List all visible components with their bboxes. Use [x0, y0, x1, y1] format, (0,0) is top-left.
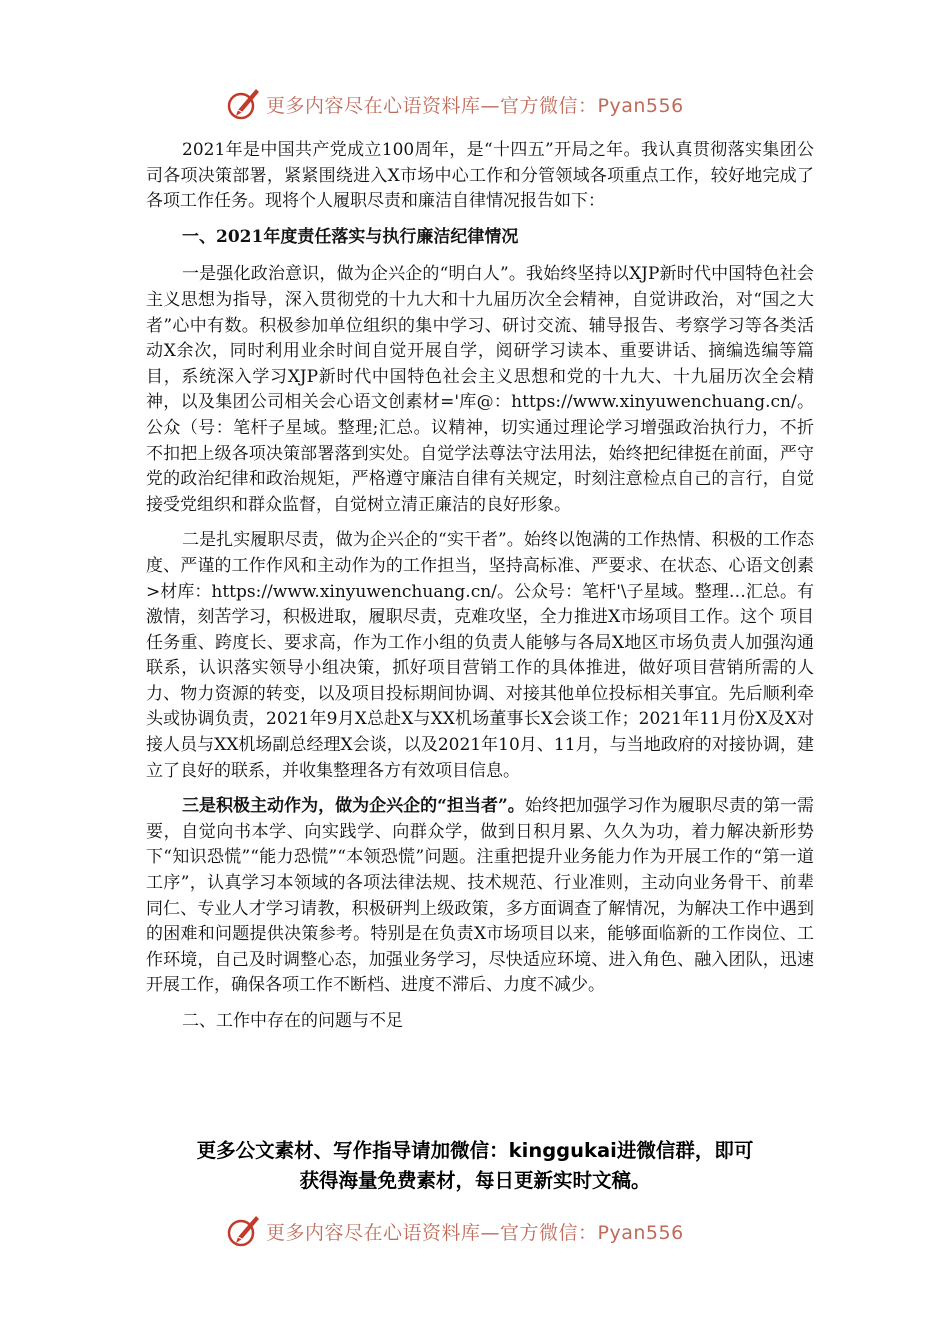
section-1-paragraph-3: [146, 794, 814, 999]
section-1-paragraph-2: 二是扎实履职尽责，做为企兴企的“实干者”。始终以饱满的工作热情、积极的工作态度、严谨的工作作风和主动作为的工作担当，坚持高标准、严要求、在状态、心语文创素>材库：https://www.xinyuwenchuang.cn/。公众号：笔杆'\子星域。整理…汇总。有激情，刻苦学习，积极进取，履职尽责，克难攻坚，全力推进X市场项目工作。这个 项目任务重、跨度长、要求高，作为工作小组的负责人能够与各局X地区市场负责人加强沟通联系，认识落实领导小组决策，抓好项目营销工作的具体推进，做好项目营销所需的人力、物力资源的转变，以及项目投标期间协调、对接其他单位投标相关事宜。先后顺利牵头或协调负责，2021年9月X总赴X与XX机场董事长X会谈工作；2021年11月份X及X对接人员与XX机场副总经理X会谈，以及2021年10月、11月，与当地政府的对接协调，建立了良好的联系，并收集整理各方有效项目信息。: [146, 530, 814, 781]
banner-text: 更多内容尽在心语资料库—官方微信：Pyan556: [266, 1221, 684, 1244]
document-body: [146, 138, 814, 1047]
footer-banner: [226, 1211, 746, 1251]
header-banner: [226, 84, 746, 124]
promo-callout: [130, 1136, 820, 1196]
quill-logo-icon: [226, 86, 262, 122]
promo-line-1: 更多公文素材、写作指导请加微信：kinggukai进微信群，即可: [196, 1139, 754, 1162]
quill-logo-icon: [226, 1213, 262, 1249]
intro-paragraph: 2021年是中国共产党成立100周年，是“十四五”开局之年。我认真贯彻落实集团公司各项决策部署，紧紧围绕进入X市场中心工作和分管领域各项重点工作，较好地完成了各项工作任务。现将个人履职尽责和廉洁自律情况报告如下：: [146, 140, 814, 212]
paragraph-3-body: 始终把加强学习作为履职尽责的第一需要，自觉向书本学、向实践学、向群众学，做到日积月累、久久为功，着力解决新形势下“知识恐慌”“能力恐慌”“本领恐慌”问题。注重把提升业务能力作为开展工作的“第一道工序”，认真学习本领域的各项法律法规、技术规范、行业准则，主动向业务骨干、前辈同仁、专业人才学习请教，积极研判上级政策，多方面调查了解情况，为解决工作中遇到的困难和问题提供决策参考。特别是在负责X市场项目以来，能够面临新的工作岗位、工作环境，自己及时调整心态，加强业务学习，尽快适应环境、进入角色、融入团队，迅速开展工作，确保各项工作不断档、进度不滞后、力度不减少。: [146, 796, 815, 996]
section-2-heading: 二、工作中存在的问题与不足: [182, 1011, 403, 1031]
banner-text: 更多内容尽在心语资料库—官方微信：Pyan556: [266, 94, 684, 117]
section-1-paragraph-1: 一是强化政治意识，做为企兴企的“明白人”。我始终坚持以XJP新时代中国特色社会主义思想为指导，深入贯彻党的十九大和十九届历次全会精神，自觉讲政治，对“国之大者”心中有数。积极参加单位组织的集中学习、研讨交流、辅导报告、考察学习等各类活动X余次，同时利用业余时间自觉开展自学，阅研学习读本、重要讲话、摘编选编等篇目，系统深入学习XJP新时代中国特色社会主义思想和党的十九大、十九届历次全会精神，以及集团公司相关会心语文创素材='库@：https://www.xinyuwenchuang.cn/。公众（号：笔杆子星域。整理;汇总。议精神，切实通过理论学习增强政治执行力，不折不扣把上级各项决策部署落到实处。自觉学法尊法守法用法，始终把纪律挺在前面，严守党的政治纪律和政治规矩，严格遵守廉洁自律有关规定，时刻注意检点自己的言行，自觉接受党组织和群众监督，自觉树立清正廉洁的良好形象。: [146, 264, 814, 515]
section-1-heading: 一、2021年度责任落实与执行廉洁纪律情况: [182, 226, 519, 247]
paragraph-3-lead: 三是积极主动作为，做为企兴企的“担当者”。: [182, 796, 525, 817]
promo-line-2: 获得海量免费素材，每日更新实时文稿。: [299, 1169, 651, 1192]
